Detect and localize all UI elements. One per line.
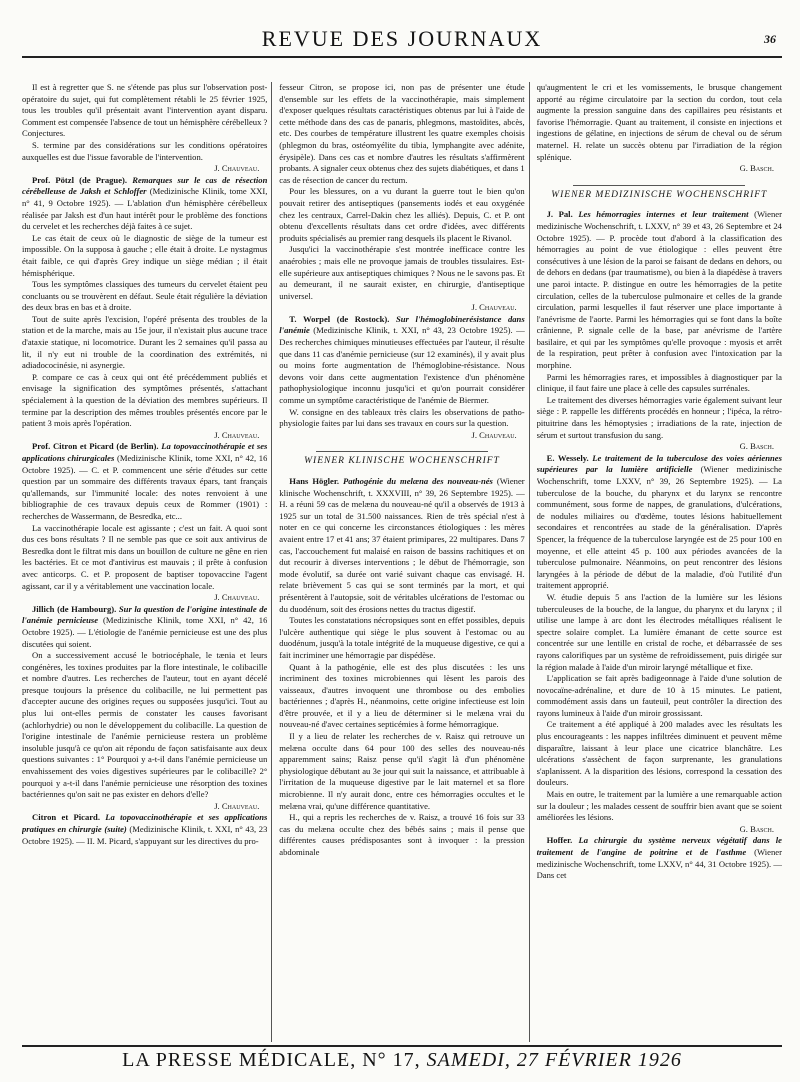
- article-abstract: [537, 453, 782, 592]
- article-body: (Wiener medizinische Wochenschrift, t. LXXV, n° 39 et 43, 26 Septembre et 24 Octobre 1925). — P. procède tout d'abord à la classification des hémorragies au point de vue étiologique : elles peuvent être consécutives à une lésion de la paroi se faisant de dedans en dehors, ou de dehors en dedans (par traumatisme), ou bien à la diapédèse à travers une paroi intacte. P. distingue en outre les hémorragies de la petite circulation, celles de la tuberculose pulmonaire et celles de la grande circulation, parmi lesquelles il faut réserver une place importante à l'anévrisme de l'aorte. Parmi les hémorragies qui se font dans la boîte crânienne, P. signale celle de la base, par anévrisme de l'artère basilaire, et qui par les symptômes qu'elle provoque : myosis et arrêt de la respiration, peut prêter à confusion avec l'intoxication par la morphine.: [536, 209, 782, 371]
- article-body: (Medizinische Klinik, tome XXI, n° 42, 16 Octobre 1925). — L'étiologie de l'anémie pernicieuse est une des plus discutées qui soient.: [22, 615, 268, 649]
- paragraph: S. termine par des considérations sur les conditions opératoires auxquelles est due l'issue favorable de l'intervention.: [22, 139, 268, 162]
- paragraph: fesseur Citron, se propose ici, non pas de présenter une étude d'ensemble sur les effets de la vaccinothérapie, mais simplement d'exposer quelques résultats caractéristiques obtenus par lui à l'aide de cette méthode dans des cas de panaris, phlegmons, mastoïdites, abcès, etc. Des courbes de température illustrent les quatre exemples choisis (phlegmon du bras, ostéomyélite du tibia, lymphangite avec adénite, érysipèle). Dans ces cas et nombre d'autres les résultats s'affirmèrent probants. A signaler ceux obtenus chez des sujets diabétiques, et dans 1 cas de résection de cancer du rectum.: [279, 82, 525, 185]
- signature: G. Basch.: [739, 441, 774, 452]
- signature: J. Chauveau.: [214, 429, 260, 440]
- header-rule: [22, 56, 782, 58]
- paragraph: Pour les blessures, on a vu durant la guerre tout le bien qu'on pouvait retirer des antiseptiques (pansements iodés et eau oxygénée chez les centraux, Carrel-Dakin chez les alliés). Depuis, C. et P. ont obtenu d'excellents résultats dans cet ordre d'idées, avec différents produits spécialisés au premier rang desquels ils placent le Rivanol.: [279, 186, 525, 243]
- column-divider: [271, 82, 279, 1042]
- article-author: T. Worpel (de Rostock).: [289, 313, 390, 324]
- article-author: Prof. Citron et Picard (de Berlin).: [32, 441, 159, 452]
- article-title: Remarques sur le cas de résection cérébelleuse de Jaksh et Schloffer: [22, 174, 268, 197]
- article-title: Le traitement de la tuberculose des voies aériennes supérieures par la lumière artificielle: [536, 452, 782, 475]
- article-abstract: [537, 835, 782, 881]
- article-title: La topovaccinothérapie et ses applications pratiques en chirurgie (suite): [22, 812, 268, 834]
- paragraph: La vaccinothérapie locale est agissante ; c'est un fait. A quoi sont dus ces bons résultats ? Il ne semble pas que ce soit aux antivirus de Besredka dont le filtrat mis dans un bouillon de culture ne gêne en rien les bactéries. Et ce mot d'antivirus est mauvais ; il prête à confusion avec anticorps. C. et P. proposent de baptiser topovaccine l'agent agissant, car il y a véritablement une vaccination locale.: [22, 522, 268, 591]
- signature: J. Chauveau.: [214, 592, 260, 603]
- article-author: Hoffer.: [546, 835, 573, 846]
- article-author: Jillich (de Hambourg).: [32, 603, 117, 614]
- paragraph: On a successivement accusé le botriocéphale, le tænia et leurs congénères, les toxines produites par la flore intestinale, le colibacille et nombre d'autres. Les recherches de l'auteur, tout en ayant décelé presque toujours la présence du colibacille, ne lui permettent pas d'accepter aucune des origines reçues ou supposées jusqu'ici. Tout au plus lui ont-elles permis de constater les causes favorisant (achlorhydrie) ou non le développement du colibacille. La question de l'origine intestinale de l'anémie pernicieuse restera un problème insoluble jusqu'à ce qu'on ait répondu de façon satisfaisante aux deux questions suivantes : 1° Pourquoi y a-t-il dans l'anémie pernicieuse un envahissement des voies digestives supérieures par le colibacille? 2° pourquoi y a-t-il dans l'anémie pernicieuse une résorption des toxines bactériennes qu'on sait ne pas exister en dehors d'elle?: [22, 650, 268, 800]
- paragraph: L'application se fait après badigeonnage à l'aide d'une solution de novocaïne-adrénaline, et dure de 10 à 15 minutes. Le patient, commodément assis dans un fauteuil, peut contrôler la direction des rayons lumineux à l'aide d'un miroir grossissant.: [536, 673, 782, 718]
- signature: G. Basch.: [739, 823, 774, 834]
- page-number: 36: [764, 32, 776, 46]
- article-title: Sur la question de l'origine intestinale de l'anémie pernicieuse: [22, 603, 268, 626]
- article-author: Prof. Pötzl (de Prague).: [32, 174, 128, 185]
- article-abstract: [22, 604, 267, 650]
- article-title: La chirurgie du système nerveux végétatif dans le traitement de l'angine de poitrine et de l'asthme: [536, 835, 782, 857]
- page-footer: [22, 1045, 782, 1071]
- footer-line: [22, 1049, 782, 1072]
- paragraph: Le traitement des diverses hémorragies varie également suivant leur siège : P. rappelle les différents procédés en honneur ; l'ipéca, la rétro-pituitrine dans les hémoptysies ; irradiations de la rate, injection de sérum et surtout transfusion du sang.: [536, 394, 782, 440]
- column-1: [22, 82, 267, 1042]
- article-author: E. Wessely.: [546, 452, 589, 463]
- heading-rule: [573, 185, 745, 186]
- paragraph: Il y a lieu de relater les recherches de v. Raisz qui retrouve un melæna occulte dans 64 pour 100 des selles des nouveau-nés apparemment sains; Raisz pense qu'il s'agit là d'un phénomène physiologique débutant au 3e jour qui suit la naissance, et attribuable à l'irritation de la muqueuse digestive par le lait maternel et sa flore microbienne. Il n'y aurait donc, entre ces hémorragies occultes et le melæna vrai, qu'une différence quantitative.: [279, 731, 525, 811]
- article-body: (Medizinische Klinik, t. XXI, n° 43, 23 Octobre 1925). — II. M. Picard, s'appuyant sur les directives du pro-: [22, 824, 268, 846]
- column-3: [537, 82, 782, 1042]
- article-abstract: [22, 175, 267, 233]
- article-title: Pathogénie du melæna des nouveau-nés: [342, 476, 493, 486]
- article-body: (Medizinische Klinik, t. XXI, n° 43, 23 Octobre 1925). — Des recherches chimiques minutieuses effectuées par l'auteur, il résulte que dans 11 cas d'anémie pernicieuse (sur 12 examinés), il y avait plus ou moins forte augmentation de l'hémoglobine-résistance. Nous devons voir dans cette augmentation l'existence d'un phénomène pathophysiologique inconnu jusqu'ici et qu'on pourrait considérer comme un symptôme caractéristique de l'anémie de Biermer.: [279, 325, 525, 406]
- text-columns: [22, 82, 782, 1042]
- paragraph: Il est à regretter que S. ne s'étende pas plus sur l'observation post-opératoire du sujet, qui fut complètement rétabli le 25 février 1925, tous les troubles qu'il présentait avant l'intervention ayant disparu. Comment est compensée l'absence de tout un hémisphère cérébelleux ? Conjectures.: [22, 82, 268, 139]
- signature: J. Chauveau.: [214, 800, 260, 811]
- article-body: (Medizinische Klinik, tome XXI, n° 41, 9 Octobre 1925). — L'ablation d'un hémisphère cérébelleux réalisée par Jaksh est d'un haut intérêt pour le problème des fonctions du cervelet et les recherches déjà faites à ce sujet.: [22, 186, 268, 232]
- paragraph: Mais en outre, le traitement par la lumière a une remarquable action sur la douleur ; les malades cessent de souffrir bien avant que se soient améliorées les lésions.: [536, 789, 782, 823]
- journal-name: WIENER KLINISCHE WOCHENSCHRIFT: [304, 456, 500, 467]
- paragraph: P. compare ce cas à ceux qui ont été précédemment publiés et envisage la signification des symptômes présentés, s'attachant spécialement à la question de la déviation des membres supérieurs. Il termine par la description des mêmes troubles présentés encore par le patient 3 mois après l'opération.: [22, 371, 268, 429]
- signature: J. Chauveau.: [471, 302, 517, 313]
- article-abstract: [537, 209, 782, 371]
- paragraph: Tous les symptômes classiques des tumeurs du cervelet étaient peu concluants ou se trouvèrent en défaut. Seule était régulière la déviation des deux bras en bas et à droite.: [22, 279, 268, 313]
- journal-section-heading: [537, 185, 782, 202]
- article-title: Les hémorragies internes et leur traitement: [578, 209, 749, 220]
- footer-journal: LA PRESSE MÉDICALE,: [122, 1049, 357, 1071]
- paragraph: W. consigne en des tableaux très clairs les observations de patho-physiologie faites par lui dans ses travaux en cours sur la question.: [279, 406, 525, 429]
- footer-date: SAMEDI, 27 FÉVRIER 1926: [426, 1049, 682, 1071]
- article-abstract: [279, 314, 524, 407]
- article-body: (Wiener medizinische Wochenschrift, tome LXXV, n° 44, 31 Octobre 1925). — Dans cet: [536, 847, 782, 881]
- article-abstract: [279, 476, 524, 615]
- footer-issue: N° 17,: [362, 1049, 421, 1071]
- heading-rule: [316, 451, 488, 452]
- article-body: (Wiener medizinische Wochenschrift, tome LXXV, n° 39, 26 Septembre 1925). — La tuberculose de la bouche, du pharynx et du larynx se rencontre communément, sous forme de nappes, de granulations, d'ulcérations, de nodules miliaires ou d'œdème, toutes lésions habituellement secondaires et rencontrées au stade de la généralisation. D'après Spencer, la fréquence de la tuberculose laryngée est de 25 pour 100 en moyenne, et elle atteint 45 p. 100 aux périodes avancées de la tuberculose pulmonaire. Néanmoins, on peut rencontrer des lésions laryngées à la période de début de la maladie, d'où l'utilité d'un traitement approprié.: [536, 464, 782, 591]
- paragraph: Jusqu'ici la vaccinothérapie s'est montrée inefficace contre les anaérobies ; mais elle ne provoque jamais de troubles tissulaires. Est-elle supérieure aux antiseptiques chimiques ? Nous ne le savons pas. Et au demeurant, il ne saurait exister, en chirurgie, d'antiseptique universel.: [279, 244, 525, 301]
- paragraph: Parmi les hémorragies rares, et impossibles à diagnostiquer par la clinique, il faut faire une place à celle des capsules surrénales.: [536, 371, 782, 394]
- paragraph: Toutes les constatations nécropsiques sont en effet possibles, depuis l'ulcère authentique qui siège le plus souvent à l'estomac ou au duodénum, jusqu'à la totale intégrité de la muqueuse digestive, ce qui a fait incriminer une hémorragie par dispédèse.: [279, 615, 525, 660]
- journal-section-heading: [279, 451, 524, 468]
- page-header: [22, 20, 782, 58]
- article-body: (Medizinische Klinik, tome XXI, n° 42, 16 Octobre 1925). — C. et P. commencent une série d'études sur cette question par un sommaire des différents travaux épars, tant français qu'allemands, sur l'immunité locale: des notes renvoient à une bibliographie de ces travaux depuis ceux de Rommer (1901) : recherches de Wassermann, de Besredka, etc...: [22, 453, 268, 521]
- article-abstract: [22, 441, 267, 522]
- signature: J. Chauveau.: [214, 163, 260, 174]
- article-title: Sur l'hémoglobinerésistance dans l'anémie: [279, 313, 525, 336]
- column-2: [279, 82, 524, 1042]
- column-divider: [529, 82, 537, 1042]
- paragraph: Tout de suite après l'excision, l'opéré présenta des troubles de la station et de la marche, mais au 15e jour, il n'existait plus aucune trace d'ataxie statique, ni locomotrice. Durant les 2 semaines qu'il passa au lit, il n'y eut ni trouble de la coordination des extrémités, ni adiadococinésie, ni asynergie.: [22, 313, 268, 371]
- paragraph: Quant à la pathogénie, elle est des plus discutées : les uns incriminent des toxines microbiennes qui lèsent les parois des vaisseaux, d'autres invoquent une thrombose ou des embolies bactériennes ; d'après H., néanmoins, cette origine infectieuse est loin d'être prouvée, et il y a lieu de déterminer si le melæna vrai du nouveau-né d'avec certaines septicémies à forme hémorragique.: [279, 661, 525, 730]
- article-author: Hans Högler.: [289, 476, 339, 486]
- article-title: La topovaccinothérapie et ses applications chirurgicales: [22, 441, 268, 463]
- paragraph: H., qui a repris les recherches de v. Raisz, a trouvé 16 fois sur 33 cas du melæna occulte chez des bébés sains ; mais il pense que différentes causes prédisposantes sont à invoquer : la pression abdominale: [279, 812, 525, 857]
- article-body: (Wiener klinische Wochenschrift, t. XXXVIII, n° 39, 26 Septembre 1925). — H. a réuni 59 cas de melæna du nouveau-né qu'il a observés de 1913 à 1925 sur un total de 31.500 naissances. Rien de très spécial n'est à noter en ce qui concerne les circonstances étiologiques : les mères avaient entre 17 et 41 ans; 37 étaient primipares, 22 multipares. Dans 7 cas, l'accouchement fut malaisé en raison de bassins rachitiques et on dut recourir à diverses interventions ; le début de l'hémorragie, son mode évolutif, sa durée ont varié suivant chaque cas envisagé. H. relate brièvement 5 cas qui se sont terminés par la mort, et qui présentèrent à l'autopsie, soit de véritables ulcérations de l'estomac ou du duodénum, soit des érosions nettes du tractus digestif.: [279, 476, 525, 614]
- article-abstract: [22, 812, 267, 847]
- paragraph: Le cas était de ceux où le diagnostic de siège de la tumeur est impossible. On la supposa à gauche ; elle était à droite. Le nystagmus était faible, ce qui d'après Grey indique un siège médian ; il était hémisphérique.: [22, 232, 268, 278]
- article-author: Citron et Picard.: [32, 812, 100, 823]
- signature: J. Chauveau.: [471, 429, 517, 440]
- paragraph: Ce traitement a été appliqué à 200 malades avec les résultats les plus encourageants : les nappes infiltrées diminuent et peuvent même disparaître, laissant à leur place une cicatrice blanchâtre. Les ulcérations s'assèchent de façon surprenante, les granulations s'aplanissent. A la disparition des lésions, correspond la cessation des douleurs.: [536, 719, 782, 788]
- signature: G. Basch.: [739, 163, 774, 174]
- paragraph: W. étudie depuis 5 ans l'action de la lumière sur les lésions tuberculeuses de la bouche, de la langue, du pharynx et du larynx ; il utilise une lampe à arc dont les électrodes métalliques réalisent le spectre solaire complet. La lumière émanant de cette source est concentrée sur une lentille en cristal de roche, et débarrassée de ses rayons calorifiques par un système de refroidissement, puis dirigée sur la région malade à l'aide d'un miroir laryngé métallique et fixe.: [536, 591, 782, 672]
- running-title: REVUE DES JOURNAUX: [261, 26, 543, 51]
- article-author: J. Pal.: [546, 209, 573, 220]
- journal-name: WIENER MEDIZINISCHE WOCHENSCHRIFT: [551, 189, 768, 200]
- paragraph: qu'augmentent le cri et les vomissements, le brusque changement apporté au régime circulatoire par la section du cordon, tout cela augmente la pression sanguine dans des capillaires peu résistants et favorise l'hémorragie. Quant au traitement, il consiste en injections et ingestions de gélatine, en injections de sérum de cheval ou de sérum maternel. H. relate un succès obtenu par l'irradiation de la région splénique.: [536, 82, 782, 162]
